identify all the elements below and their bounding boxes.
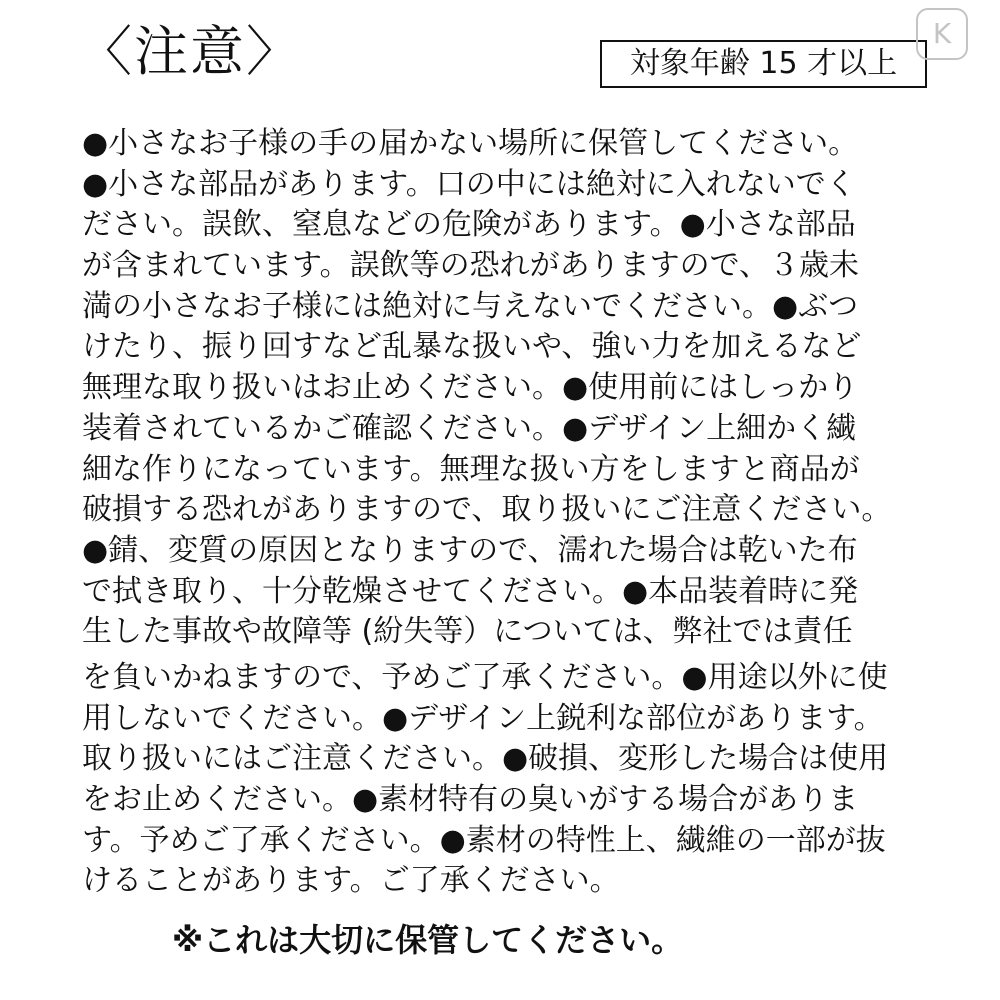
footer-note: ※これは大切に保管してください。 [172, 921, 684, 959]
notice-line: 取り扱いにはご注意ください。●破損、変形した場合は使用 [82, 741, 889, 777]
notice-text-block-2 [82, 658, 942, 902]
notice-line: 細な作りになっています。無理な扱い方をしますと商品が [82, 451, 860, 487]
notice-line: ださい。誤飲、窒息などの危険があります。●小さな部品 [82, 207, 856, 243]
notice-text-block-1 [82, 124, 942, 653]
notice-line: ●錆、変質の原因となりますので、濡れた場合は乾いた布 [82, 532, 858, 568]
notice-line: 生した事故や故障等 (紛失等）については、弊社では責任 [82, 614, 853, 650]
notice-line: す。予めご了承ください。●素材の特性上、繊維の一部が抜 [82, 822, 886, 858]
notice-line: で拭き取り、十分乾燥させてください。●本品装着時に発 [82, 573, 859, 609]
notice-line: をお止めください。●素材特有の臭いがする場合がありま [82, 782, 859, 818]
notice-line: を負いかねますので、予めご了承ください。●用途以外に使 [82, 660, 888, 695]
age-rating-label: 対象年齢 15 才以上 [600, 40, 927, 88]
notice-line: 満の小さなお子様には絶対に与えないでください。●ぶつ [82, 288, 859, 324]
notice-line: けたり、振り回すなど乱暴な扱いや、強い力を加えるなど [82, 329, 862, 365]
watermark-logo-icon: K [916, 8, 968, 60]
notice-line: が含まれています。誤飲等の恐れがありますので、３歳未 [82, 248, 859, 284]
notice-line: ●小さなお子様の手の届かない場所に保管してください。 [82, 126, 859, 161]
notice-line: 破損する恐れがありますので、取り扱いにご注意ください。 [82, 492, 892, 528]
notice-line: 用しないでください。●デザイン上鋭利な部位があります。 [82, 700, 884, 736]
notice-line: 無理な取り扱いはお止めください。●使用前にはしっかり [82, 370, 859, 406]
notice-line: けることがあります。ご了承ください。 [82, 863, 620, 899]
notice-line: ●小さな部品があります。口の中には絶対に入れないでく [82, 166, 856, 202]
page-title: 〈注意〉 [78, 20, 302, 83]
notice-line: 装着されているかご確認ください。●デザイン上細かく繊 [82, 410, 857, 446]
